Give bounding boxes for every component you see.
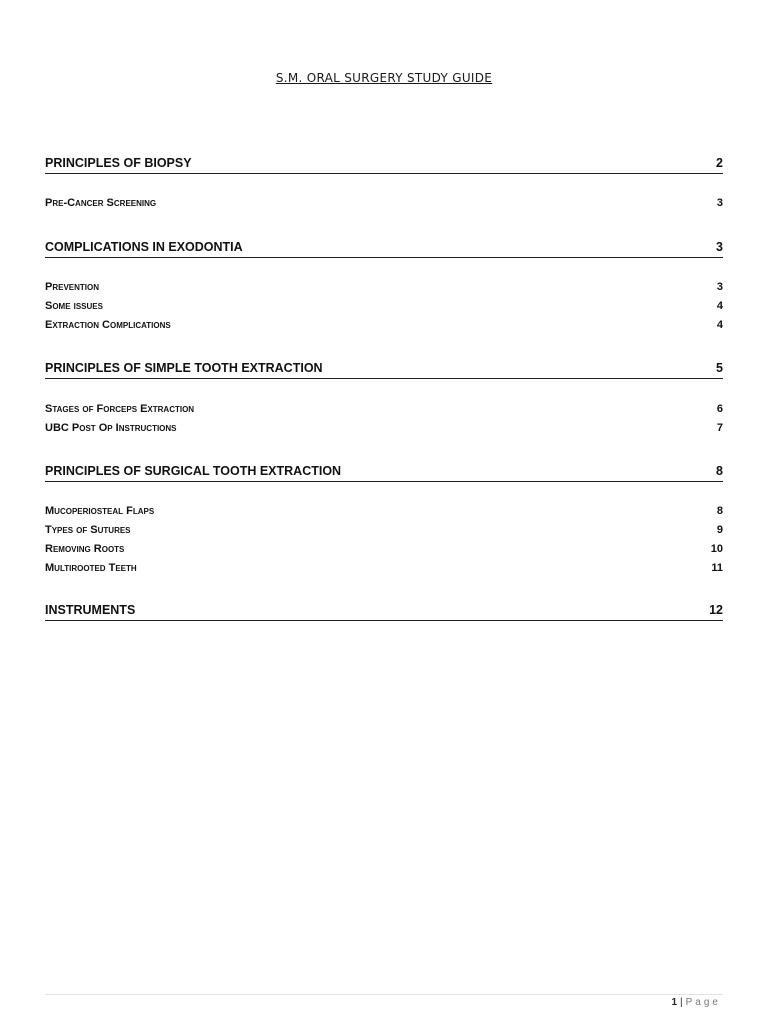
toc-entry-label: UBC Post Op Instructions xyxy=(45,422,177,434)
footer-divider xyxy=(45,994,723,995)
toc-entry-label: Removing Roots xyxy=(45,543,125,555)
toc-entry-page: 10 xyxy=(710,543,723,555)
toc-entry-stages-of-forceps-extraction[interactable] xyxy=(45,403,723,418)
toc-entry-label: COMPLICATIONS IN EXODONTIA xyxy=(45,240,243,254)
toc-entry-page: 4 xyxy=(716,300,723,312)
toc-entry-label: PRINCIPLES OF SIMPLE TOOTH EXTRACTION xyxy=(45,361,323,375)
toc-entry-page: 3 xyxy=(716,197,723,209)
toc-entry-page: 3 xyxy=(716,281,723,293)
toc-entry-page: 8 xyxy=(716,505,723,517)
toc-entry-removing-roots[interactable] xyxy=(45,543,723,558)
toc-entry-page: 6 xyxy=(716,403,723,415)
toc-entry-label: Pre-Cancer Screening xyxy=(45,197,157,209)
toc-entry-page: 8 xyxy=(716,464,723,478)
toc-entry-mucoperiosteal-flaps[interactable] xyxy=(45,505,723,520)
toc-entry-page: 12 xyxy=(709,603,723,617)
toc-entry-pre-cancer-screening[interactable] xyxy=(45,197,723,212)
page-word: Page xyxy=(685,997,721,1008)
toc-entry-principles-of-biopsy[interactable] xyxy=(45,156,723,174)
toc-entry-extraction-complications[interactable] xyxy=(45,319,723,334)
toc-entry-page: 3 xyxy=(716,240,723,254)
toc-entry-page: 2 xyxy=(716,156,723,170)
toc-entry-label: PRINCIPLES OF SURGICAL TOOTH EXTRACTION xyxy=(45,464,342,478)
toc-entry-label: Some issues xyxy=(45,300,103,312)
toc-entry-instruments[interactable] xyxy=(45,603,723,621)
toc-entry-some-issues[interactable] xyxy=(45,300,723,315)
toc-entry-complications-in-exodontia[interactable] xyxy=(45,240,723,258)
toc-entry-label: Multirooted Teeth xyxy=(45,562,137,574)
toc-entry-page: 5 xyxy=(716,361,723,375)
toc-entry-label: Types of Sutures xyxy=(45,524,131,536)
toc-entry-principles-of-surgical-tooth-extraction[interactable] xyxy=(45,464,723,482)
toc-entry-prevention[interactable] xyxy=(45,281,723,296)
toc-entry-label: Extraction Complications xyxy=(45,319,171,331)
toc-entry-principles-of-simple-tooth-extraction[interactable] xyxy=(45,361,723,379)
toc-entry-multirooted-teeth[interactable] xyxy=(45,562,723,577)
toc-entry-label: PRINCIPLES OF BIOPSY xyxy=(45,156,192,170)
toc-entry-types-of-sutures[interactable] xyxy=(45,524,723,539)
toc-entry-label: Prevention xyxy=(45,281,100,293)
toc-entry-page: 11 xyxy=(711,562,723,574)
toc-entry-ubc-post-op-instructions[interactable] xyxy=(45,422,723,437)
toc-entry-page: 9 xyxy=(716,524,723,536)
page-number: 1 xyxy=(671,997,678,1008)
footer-separator: | xyxy=(680,997,683,1008)
document-title: S.M. ORAL SURGERY STUDY GUIDE xyxy=(275,71,493,85)
toc-entry-page: 7 xyxy=(716,422,723,434)
toc-entry-page: 4 xyxy=(716,319,723,331)
toc-entry-label: INSTRUMENTS xyxy=(45,603,136,617)
toc-entry-label: Mucoperiosteal Flaps xyxy=(45,505,155,517)
toc-entry-label: Stages of Forceps Extraction xyxy=(45,403,195,415)
page-footer xyxy=(671,997,721,1008)
